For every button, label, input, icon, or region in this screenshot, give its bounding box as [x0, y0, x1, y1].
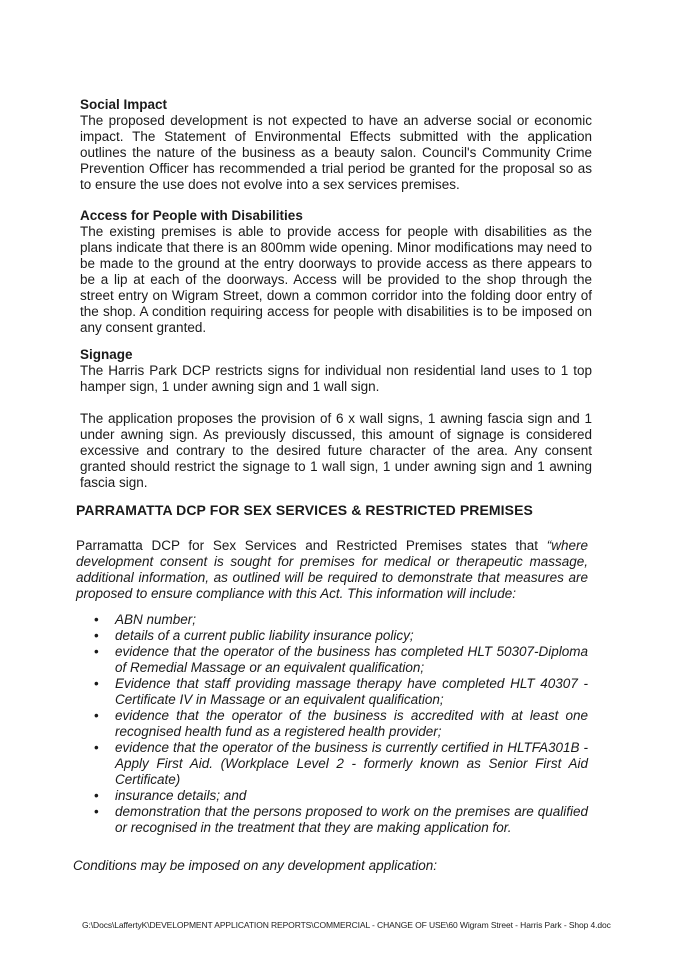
list-item: • ABN number; [94, 612, 197, 627]
signage-text-2: The application proposes the provision of 6 x wall signs, 1 awning fascia sign and 1 under awning sign. As previously discussed, this amount of signage is considered excessive and contrary to the desired future character of the area. Any consent granted should restrict the signage to 1 wall sign, 1 under awning sign and 1 awning fascia sign. [80, 411, 592, 490]
list-item: • evidence that the operator of the business has completed HLT 50307-Diploma of Remedial Massage or an equivalent qualification; [94, 644, 588, 675]
signage-heading: Signage [80, 347, 133, 362]
list-item: • insurance details; and [94, 788, 247, 803]
signage-text-1: The Harris Park DCP restricts signs for individual non residential land uses to 1 top hamper sign, 1 under awning sign and 1 wall sign. [80, 363, 592, 394]
dcp-heading: PARRAMATTA DCP FOR SEX SERVICES & RESTRICTED PREMISES [76, 502, 533, 518]
list-item: • details of a current public liability insurance policy; [94, 628, 414, 643]
access-text: The existing premises is able to provide access for people with disabilities as the plans indicate that there is an 800mm wide opening. Minor modifications may need to be made to the ground at the entry doorways to provide access as there appears to be a lip at each of the doorways. Access will be provided to the shop through the street entry on Wigram Street, down a common corridor into the folding door entry of the shop. A condition requiring access for people with disabilities is to be imposed on any consent granted. [80, 224, 592, 335]
social-impact-section [80, 97, 592, 193]
file-path-footer: G:\Docs\LaffertyK\DEVELOPMENT APPLICATION REPORTS\COMMERCIAL - CHANGE OF USE\60 Wigram Street - Harris Park - Shop 4.doc [82, 920, 611, 930]
signage-section [80, 347, 592, 491]
dcp-intro-plain: Parramatta DCP for Sex Services and Restricted Premises states that [76, 538, 547, 553]
list-item: • demonstration that the persons proposed to work on the premises are qualified or recognised in the treatment that they are making application for. [94, 804, 588, 835]
access-heading: Access for People with Disabilities [80, 208, 303, 223]
social-impact-text: The proposed development is not expected to have an adverse social or economic impact. The Statement of Environmental Effects submitted with the application outlines the nature of the business as a beauty salon. Council's Community Crime Prevention Officer has recommended a trial period be granted for the proposal so as to ensure the use does not evolve into a sex services premises. [80, 113, 592, 192]
dcp-intro-quote: “where development consent is sought for premises for medical or therapeutic massage, additional information, as outlined will be required to demonstrate that measures are proposed to ensure compliance with this Act. This information will include: [76, 538, 588, 601]
conditions-note: Conditions may be imposed on any development application: [73, 858, 437, 873]
access-section [80, 208, 592, 336]
list-item: • evidence that the operator of the business is currently certified in HLTFA301B - Apply First Aid. (Workplace Level 2 - formerly known as Senior First Aid Certificate) [94, 740, 588, 787]
social-impact-heading: Social Impact [80, 97, 168, 112]
requirements-list [92, 612, 588, 836]
dcp-intro [76, 538, 588, 602]
list-item: • evidence that the operator of the business is accredited with at least one recognised health fund as a registered health provider; [94, 708, 588, 739]
list-item: • Evidence that staff providing massage therapy have completed HLT 40307 - Certificate IV in Massage or an equivalent qualification; [94, 676, 588, 707]
